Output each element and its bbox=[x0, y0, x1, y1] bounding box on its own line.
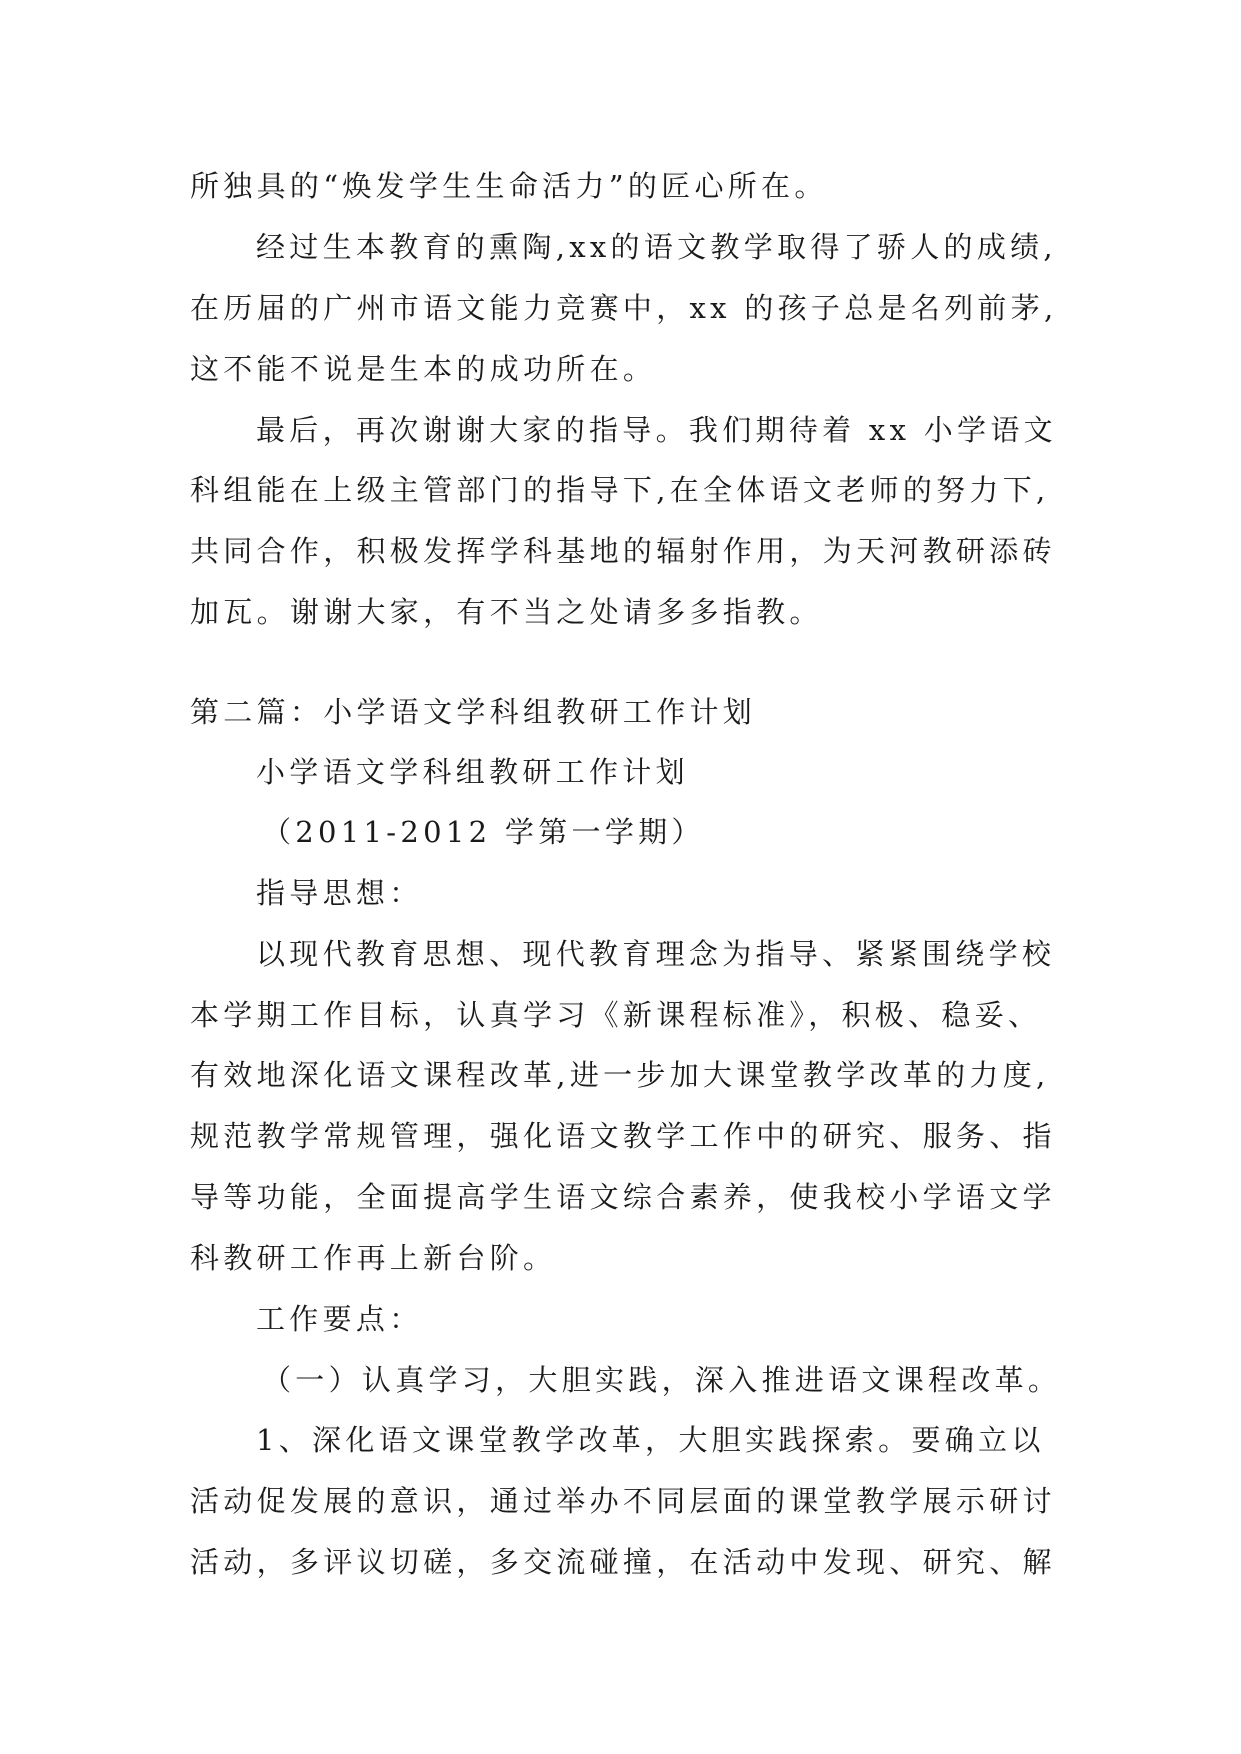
subheading: 工作要点： bbox=[256, 1302, 423, 1336]
subheading: 指导思想： bbox=[256, 876, 423, 910]
subheading: （一）认真学习，大胆实践，深入推进语文课程改革。 bbox=[262, 1363, 1062, 1397]
paragraph-line: 1、深化语文课堂教学改革，大胆实践探索。要确立以 bbox=[256, 1423, 1045, 1457]
paragraph-line: 科组能在上级主管部门的指导下,在全体语文老师的努力下, bbox=[190, 473, 1050, 507]
paragraph-line: 导等功能，全面提高学生语文综合素养，使我校小学语文学 bbox=[190, 1180, 1056, 1214]
paragraph-line: 最后，再次谢谢大家的指导。我们期待着 xx 小学语文 bbox=[256, 413, 1057, 447]
paragraph-line: 活动，多评议切磋，多交流碰撞，在活动中发现、研究、解 bbox=[190, 1545, 1056, 1579]
paragraph-line: 科教研工作再上新台阶。 bbox=[190, 1241, 557, 1275]
paragraph-line: 在历届的广州市语文能力竞赛中，xx 的孩子总是名列前茅, bbox=[190, 291, 1058, 325]
paragraph-line: 有效地深化语文课程改革,进一步加大课堂教学改革的力度, bbox=[190, 1058, 1050, 1092]
document-title: 小学语文学科组教研工作计划 bbox=[256, 755, 689, 789]
paragraph-line: 共同合作，积极发挥学科基地的辐射作用，为天河教研添砖 bbox=[190, 534, 1056, 568]
paragraph-line: 规范教学常规管理，强化语文教学工作中的研究、服务、指 bbox=[190, 1119, 1056, 1153]
section-heading: 第二篇：小学语文学科组教研工作计划 bbox=[190, 695, 757, 729]
paragraph-line: 活动促发展的意识，通过举办不同层面的课堂教学展示研讨 bbox=[190, 1484, 1056, 1518]
paragraph-line: 所独具的“焕发学生生命活力”的匠心所在。 bbox=[190, 169, 828, 203]
paragraph-line: 以现代教育思想、现代教育理念为指导、紧紧围绕学校 bbox=[256, 937, 1056, 971]
document-subtitle: （2011-2012 学第一学期） bbox=[262, 815, 705, 849]
paragraph-line: 加瓦。谢谢大家，有不当之处请多多指教。 bbox=[190, 595, 823, 629]
paragraph-line: 经过生本教育的熏陶,xx的语文教学取得了骄人的成绩, bbox=[256, 230, 1057, 264]
paragraph-line: 本学期工作目标，认真学习《新课程标准》，积极、稳妥、 bbox=[190, 998, 1042, 1032]
paragraph-line: 这不能不说是生本的成功所在。 bbox=[190, 352, 657, 386]
